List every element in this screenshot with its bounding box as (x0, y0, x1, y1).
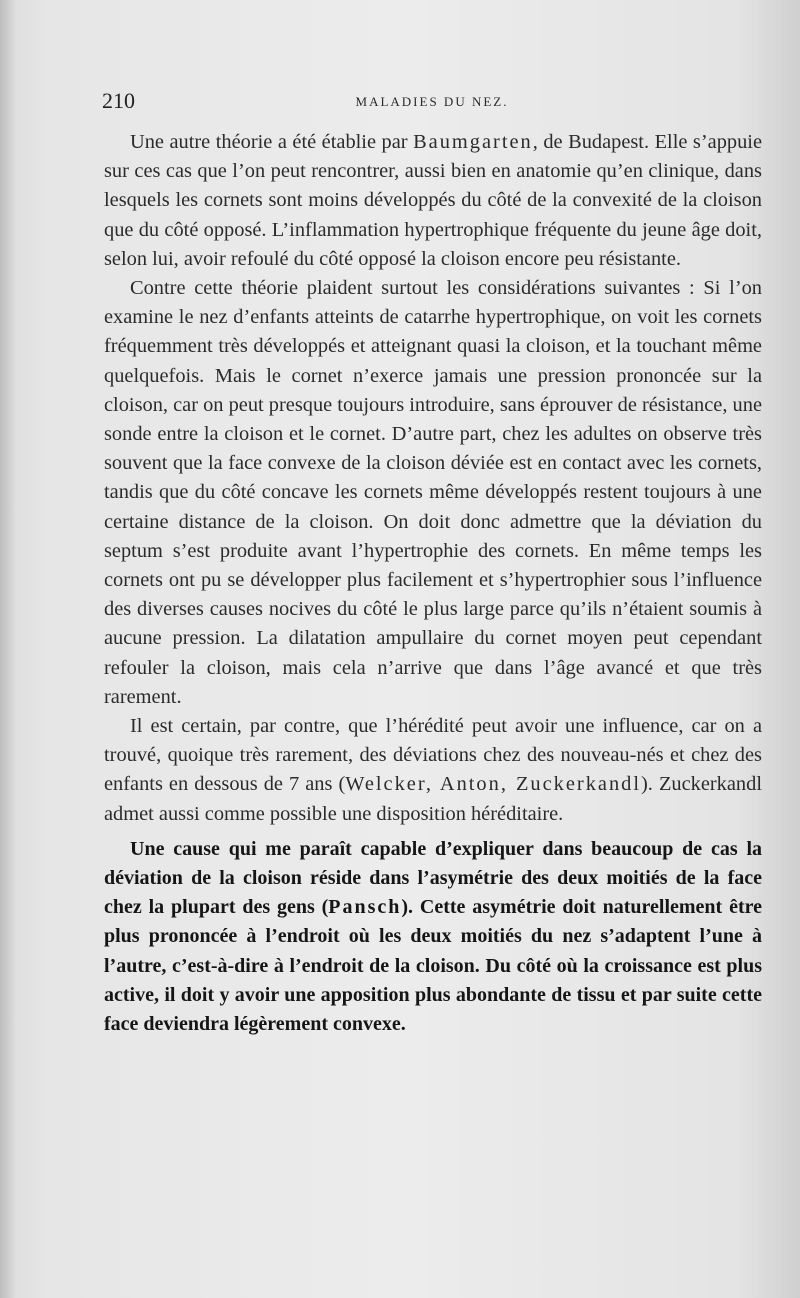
paragraph-3-text-start: Il est certain, par contre, que l’hérédité peut avoir une influence, car on a trouvé, quoique très rarement, des déviations chez des nouveau-nés et chez des enfants en dessous de 7 ans ( (104, 715, 762, 796)
author-name-baumgarten: Baumgarten (413, 131, 533, 153)
paragraph-1 (104, 128, 762, 274)
page-gutter-shadow (0, 0, 16, 1298)
page-header (102, 88, 762, 118)
author-names-cited: Welcker, Anton, Zuckerkandl (345, 773, 642, 796)
author-name-pansch: Pansch (328, 896, 402, 919)
paragraph-3 (104, 712, 762, 829)
paragraph-4-text-end: ). Cette asymétrie doit naturellement être plus prononcée à l’endroit où les deux moitiés du nez s’adaptent l’une à l’autre, c’est-à-dire à l’endroit de la cloison. Du côté où la croissance est plus active, il doit y avoir une apposition plus abondante de tissu et par suite cette face deviendra légèrement convexe. (104, 896, 762, 1036)
body-text (104, 128, 762, 1039)
paragraph-3-text-end: ). Zuckerkandl admet aussi comme possible une disposition héréditaire. (104, 773, 762, 825)
page-number: 210 (102, 88, 135, 113)
paragraph-4 (104, 835, 762, 1039)
paragraph-1-text-start: Une autre théorie a été établie par (130, 131, 414, 153)
running-title: MALADIES DU NEZ. (355, 94, 509, 109)
paragraph-2: Contre cette théorie plaident surtout les considérations suivantes : Si l’on examine le nez d’enfants atteints de catarrhe hypertrophique, on voit les cornets fréquemment très développés et atteignant quasi la cloison, et la touchant même quelquefois. Mais le cornet n’exerce jamais une pression prononcée sur la cloison, car on peut presque toujours introduire, sans éprouver de résistance, une sonde entre la cloison et le cornet. D’autre part, chez les adultes on observe très souvent que la face convexe de la cloison déviée est en contact avec les cornets, tandis que du côté concave les cornets même développés restent toujours à une certaine distance de la cloison. On doit donc admettre que la déviation du septum s’est produite avant l’hypertrophie des cornets. En même temps les cornets ont pu se développer plus facilement et s’hypertrophier sous l’influence des diverses causes nocives du côté le plus large parce qu’ils n’étaient soumis à aucune pression. La dilatation ampullaire du cornet moyen peut cependant refouler la cloison, mais cela n’arrive que dans l’âge avancé et que très rarement. (104, 277, 762, 708)
paragraph-4-text-start: Une cause qui me paraît capable d’expliquer dans beaucoup de cas la déviation de la cloison réside dans l’asymétrie des deux moitiés de la face chez la plupart des gens ( (104, 837, 762, 919)
paragraph-1-text-end: , de Budapest. Elle s’appuie sur ces cas que l’on peut rencontrer, aussi bien en anatomie qu’en clinique, dans lesquels les cornets sont moins développés du côté de la convexité de la cloison que du côté opposé. L’inflammation hypertrophique fréquente du jeune âge doit, selon lui, avoir refoulé du côté opposé la cloison encore peu résistante. (104, 131, 762, 270)
